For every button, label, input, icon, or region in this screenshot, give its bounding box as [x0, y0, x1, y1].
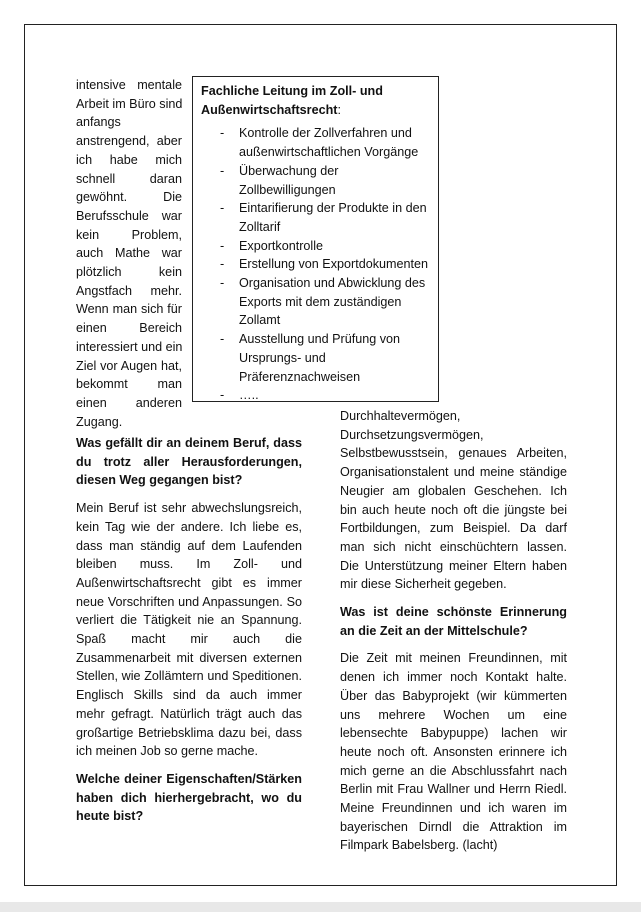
- intro-line: Angstfach mehr.: [76, 283, 182, 298]
- list-item: - Eintarifierung der Produkte in den Zolltarif: [201, 199, 430, 236]
- list-item: - Kontrolle der Zollverfahren und außenwirtschaftlichen Vorgänge: [201, 124, 430, 161]
- answer-paragraph: Durchhaltevermögen, Durchsetzungsvermögen, Selbstbewusstsein, genaues Arbeiten, Organisationstalent und meine ständige Neugier am globalen Geschehen. Ich bin auch heute noch oft die jüngste bei Fortbildungen, zum Beispiel. Da darf man sich nicht einschüchtern lassen. Die Unterstützung meiner Eltern haben mir diese Sicherheit gegeben.: [340, 409, 567, 592]
- intro-line: intensive mentale: [76, 78, 182, 92]
- question-heading: Welche deiner Eigenschaften/Stärken haben dich hierhergebracht, wo du heute bist?: [76, 771, 302, 824]
- list-item: - Überwachung der Zollbewilligungen: [201, 162, 430, 199]
- list-item: - Organisation und Abwicklung des Exports mit dem zuständigen Zollamt: [201, 274, 430, 330]
- left-column: [76, 407, 302, 835]
- list-item: - …..: [201, 386, 430, 405]
- answer-paragraph: Die Zeit mit meinen Freundinnen, mit denen ich immer noch Kontakt halte. Über das Babyprojekt (wir kümmerten uns mehrere Wochen um eine lebensechte Babypuppe) lachen wir heute noch oft. Ansonsten erinnere ich mich gerne an die Abschlussfahrt nach Berlin mit Frau Wallner und Herrn Riedl. Meine Freundinnen und ich waren im bayerischen Dirndl die Attraktion im Filmpark Babelsberg. (lacht): [340, 651, 567, 853]
- page-bottom-band: [0, 902, 641, 912]
- box-title-text: Fachliche Leitung im Zoll- und Außenwirtschaftsrecht: [201, 84, 383, 117]
- intro-line: plötzlich kein: [76, 265, 182, 280]
- question-heading: Was ist deine schönste Erinnerung an die Zeit an der Mittelschule?: [340, 605, 567, 638]
- intro-line: interessiert und ein: [76, 339, 183, 354]
- responsibilities-box: [192, 76, 439, 402]
- intro-line: Arbeit im Büro sind: [76, 96, 183, 111]
- answer-paragraph: Mein Beruf ist sehr abwechslungsreich, kein Tag wie der andere. Ich liebe es, dass man ständig auf dem Laufenden bleiben muss. Im Zoll- und Außenwirtschaftsrecht gibt es immer neue Vorschriften und Anpassungen. So verliert die Tätigkeit nie an Spannung. Spaß macht mir auch die Zusammenarbeit mit diversen externen Stellen, wie Zollämtern und Speditionen. Englisch Skills sind da auch immer mehr gefragt. Natürlich trägt auch das großartige Betriebsklima dazu bei, dass ich meinen Job so gerne mache.: [76, 501, 302, 759]
- intro-line: anstrengend, aber: [76, 134, 182, 149]
- question-heading: Was gefällt dir an deinem Beruf, dass du trotz aller Herausforderungen, diesen Weg gegangen bist?: [76, 436, 302, 488]
- intro-line: gewöhnt. Die: [76, 190, 182, 205]
- intro-line: bekommt man: [76, 377, 182, 392]
- intro-text-column: [76, 76, 182, 431]
- responsibilities-list: [201, 124, 430, 405]
- intro-line: Wenn man sich für: [76, 302, 182, 317]
- intro-line: Ziel vor Augen hat,: [76, 358, 182, 373]
- intro-line: einen anderen: [76, 395, 182, 410]
- intro-line: anfangs: [76, 115, 121, 130]
- list-item: - Ausstellung und Prüfung von Ursprungs- und Präferenznachweisen: [201, 330, 430, 386]
- right-column: [340, 407, 567, 864]
- intro-line: kein Problem,: [76, 227, 182, 242]
- intro-line: schnell daran: [76, 171, 182, 186]
- list-item: - Erstellung von Exportdokumenten: [201, 255, 430, 274]
- intro-line: ich habe mich: [76, 152, 182, 167]
- box-title: [201, 82, 430, 119]
- box-title-colon: :: [337, 102, 341, 117]
- intro-line: Zugang.: [76, 414, 123, 429]
- intro-line: einen Bereich: [76, 321, 182, 336]
- list-item: - Exportkontrolle: [201, 237, 430, 256]
- intro-line: Berufsschule war: [76, 208, 182, 223]
- intro-line: auch Mathe war: [76, 246, 182, 261]
